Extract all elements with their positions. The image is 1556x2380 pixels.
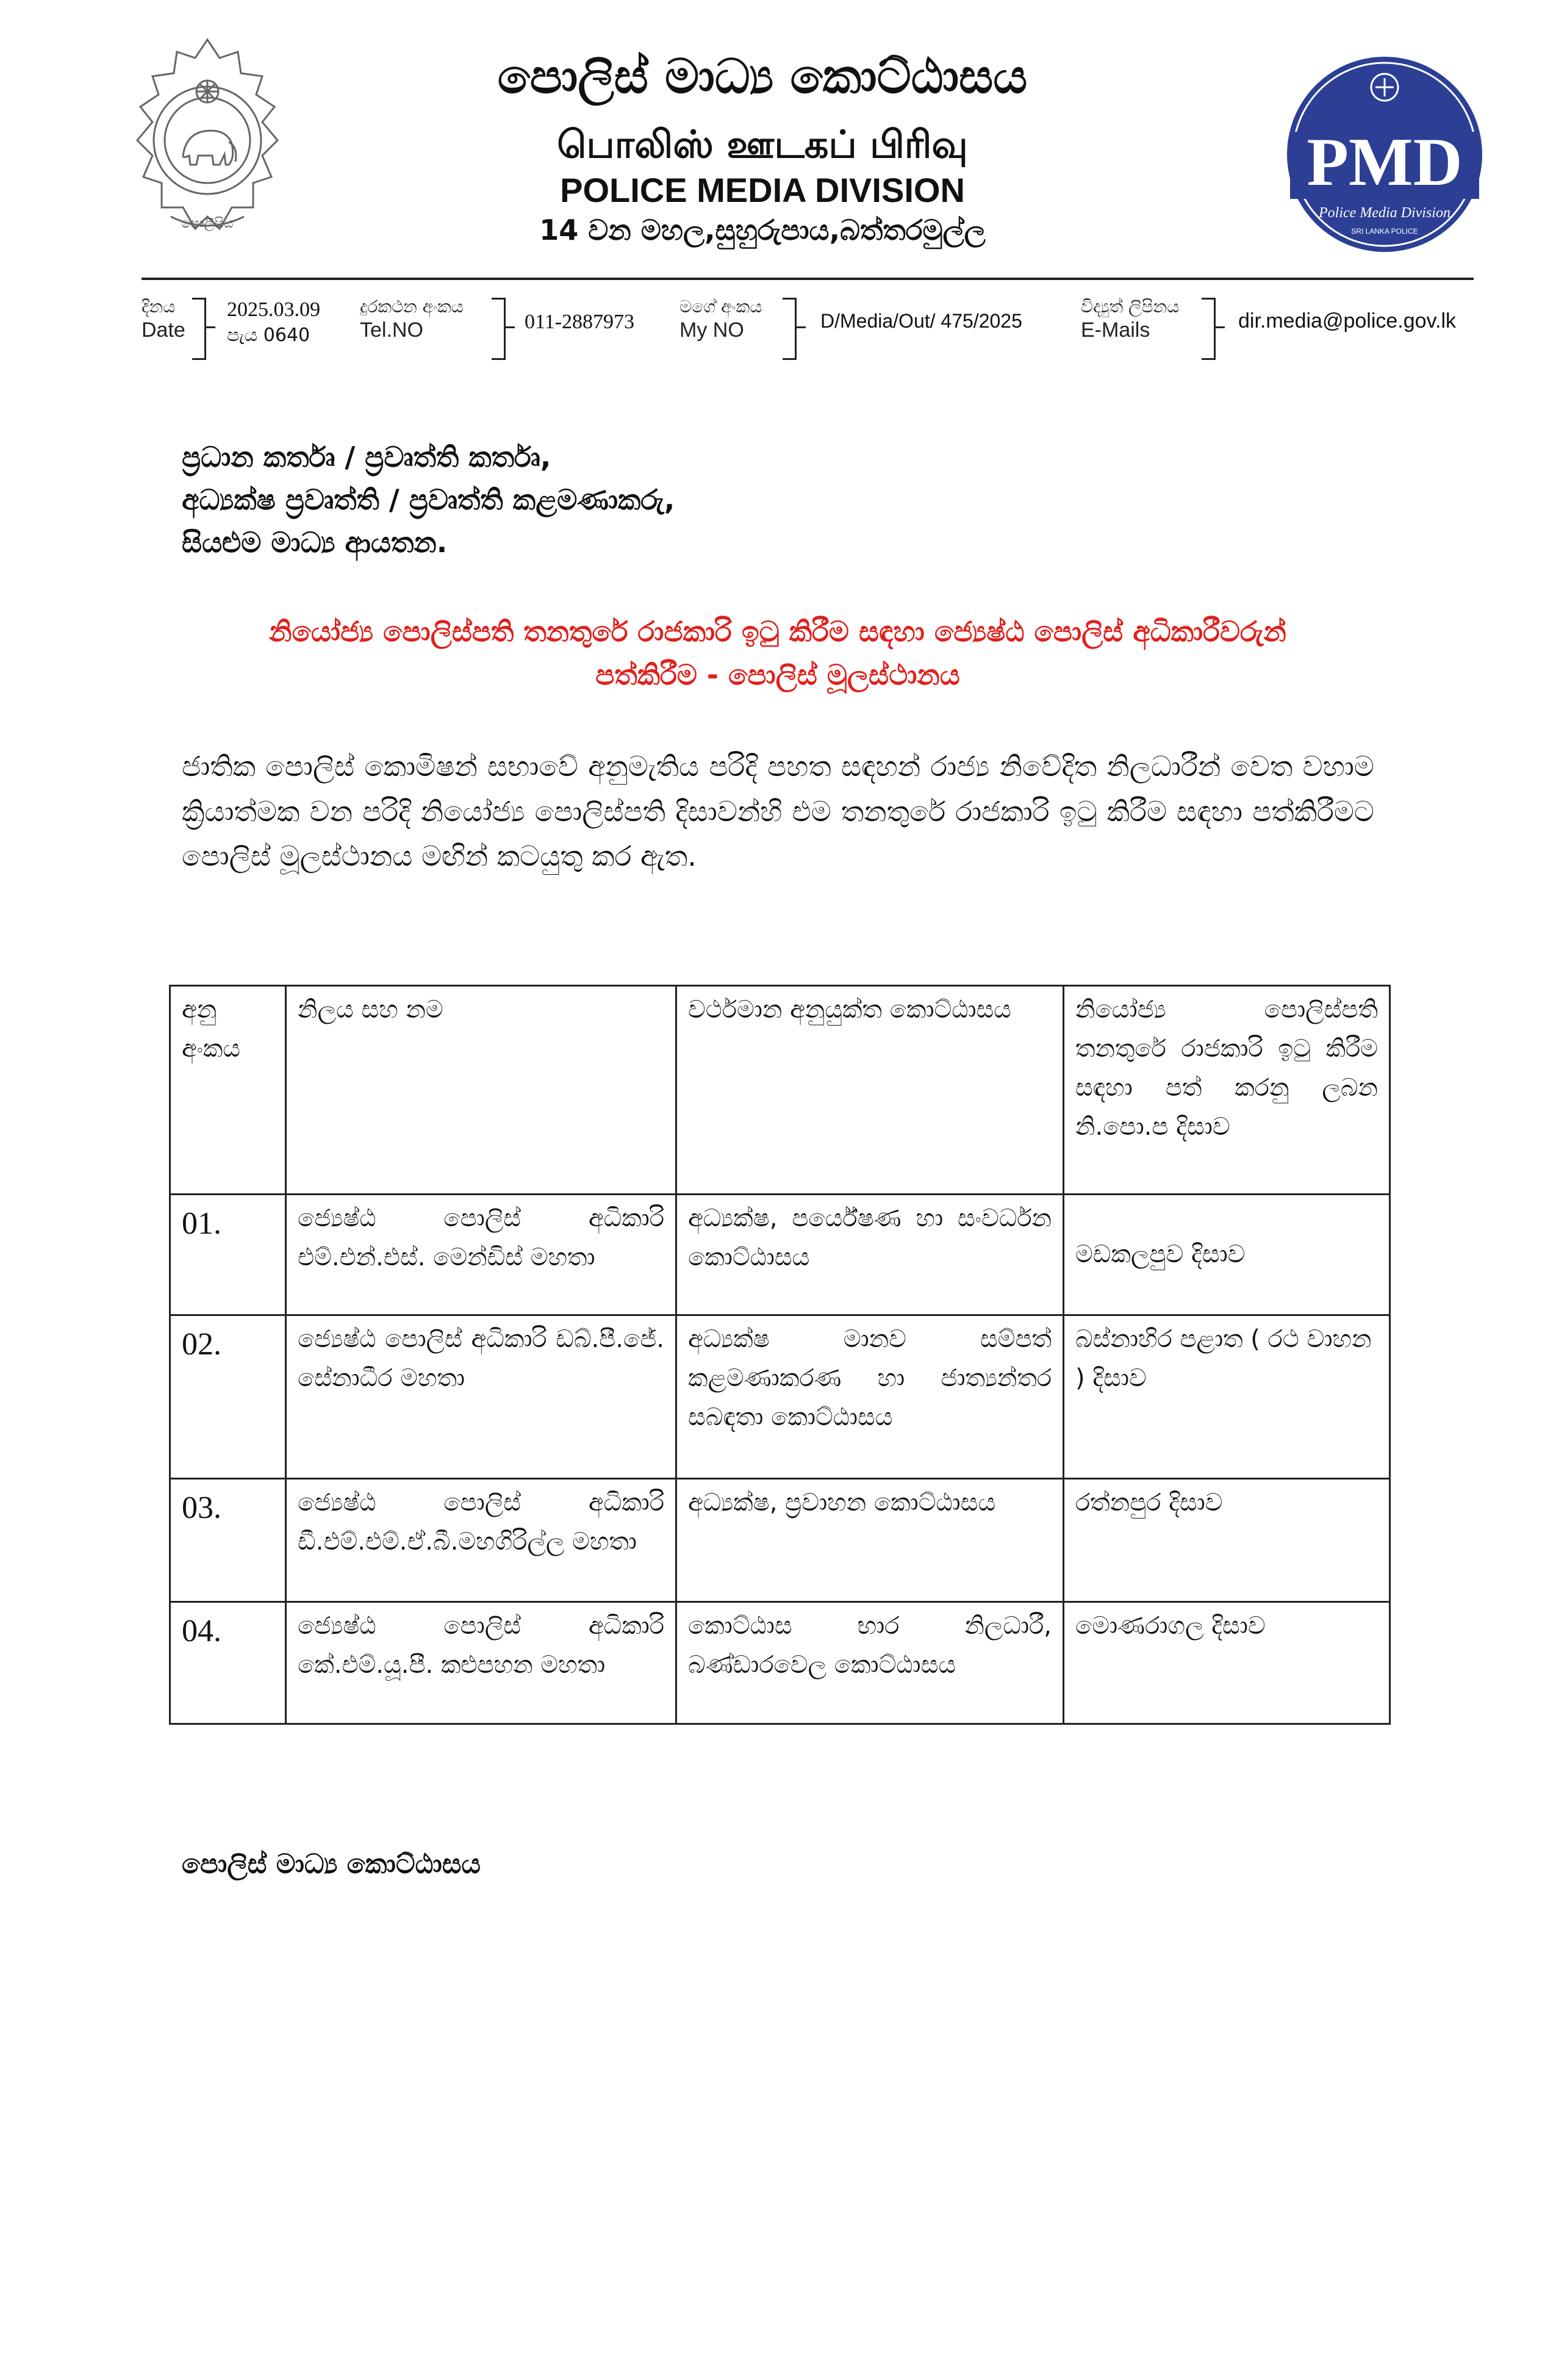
row-current-division: අධ්‍යක්ෂ, ප්‍රවාහන කොට්ඨාසය: [676, 1479, 1064, 1602]
row-dig-range: බස්නාහිර පළාත ( රථ වාහන ) දිසාව: [1064, 1315, 1390, 1479]
row-dig-range: මොණරාගල දිසාව: [1064, 1602, 1390, 1724]
row-current-division: අධ්‍යක්ෂ, පර්යේෂණ හා සංවර්ධන කොට්ඨාසය: [676, 1195, 1064, 1315]
table-row: [170, 1315, 1390, 1479]
tel-bracket: [492, 298, 506, 360]
header-title-sinhala: පොලිස් මාධ්‍ය කොට්ඨාසය: [497, 49, 1028, 104]
email-bracket: [1202, 298, 1216, 360]
table-row: [170, 1195, 1390, 1315]
date-bracket: [192, 298, 206, 360]
signature-division: පොලිස් මාධ්‍ය කොට්ඨාසය: [182, 1849, 481, 1880]
row-current-division: අධ්‍යක්ෂ මානව සම්පත් කළමණාකරණ හා ජාත්‍යන්තර සබඳතා කොට්ඨාසය: [676, 1315, 1064, 1479]
tel-label: දුරකථන අංකය Tel.NO: [360, 297, 464, 342]
email-label: විද්‍යුත් ලිපිනය E-Mails: [1081, 297, 1180, 342]
row-serial-no: 04.: [170, 1602, 286, 1724]
row-name: ජ්‍යෙෂ්ඨ පොලිස් අධිකාරි එම්.එන්.එස්. මෙන්ඩිස් මහතා: [286, 1195, 676, 1315]
appointments-table: [169, 985, 1391, 1725]
my-no-value: D/Media/Out/ 475/2025: [820, 310, 1022, 332]
subject-heading: නියෝජ්‍ය පොලිස්පති තනතුරේ රාජකාරි ඉටු කිරීම සඳහා ජ්‍යෙෂ්ඨ පොලිස් අධිකාරීවරුන් පත්කිරීම - පොලිස් මූලස්ථානය: [269, 615, 1286, 692]
svg-text:SRI LANKA POLICE: SRI LANKA POLICE: [1351, 227, 1418, 235]
pmd-logo-text: PMD: [1307, 124, 1463, 200]
my-no-label: මගේ අංකය My NO: [679, 297, 762, 342]
header-title-english: POLICE MEDIA DIVISION: [560, 171, 965, 209]
row-name: ජ්‍යෙෂ්ඨ පොලිස් අධිකාරි ඩී.එම්.එම්.ඒ.බී.මහගිරිල්ල මහතා: [286, 1479, 676, 1602]
header-title-tamil: பொலிஸ் ஊடகப் பிரிவு: [557, 122, 968, 167]
email-value: dir.media@police.gov.lk: [1238, 309, 1457, 333]
pmd-logo: [1284, 54, 1485, 255]
police-emblem-logo: [128, 34, 287, 247]
tel-value: 011-2887973: [525, 311, 635, 333]
my-no-bracket: [783, 298, 797, 360]
row-name: ජ්‍යෙෂ්ඨ පොලිස් අධිකාරි ඩබ්.පී.ජේ. සේනාධීර මහතා: [286, 1315, 676, 1479]
header-rank-name: නිලය සහ නම: [286, 986, 676, 1195]
addressee-line-3: සියළුම මාධ්‍ය ආයතන.: [182, 526, 448, 559]
table-row: [170, 1602, 1390, 1724]
table-row: [170, 1479, 1390, 1602]
row-dig-range: රත්නපුර දිසාව: [1064, 1479, 1390, 1602]
row-serial-no: 03.: [170, 1479, 286, 1602]
row-serial-no: 02.: [170, 1315, 286, 1479]
emblem-text: පොලීසිය: [181, 216, 234, 231]
row-dig-range: මඩකලපුව දිසාව: [1064, 1195, 1390, 1315]
addressee-line-1: ප්‍රධාන කර්තෘ / ප්‍රවෘත්ති කර්තෘ,: [182, 440, 551, 473]
date-value: 2025.03.09 පැය 0640: [227, 298, 320, 347]
header-address: 14 වන මහල,සුහුරුපාය,බත්තරමුල්ල: [539, 214, 986, 246]
row-current-division: කොට්ඨාස භාර නිලධාරී, බණ්ඩාරවෙල කොට්ඨාසය: [676, 1602, 1064, 1724]
row-name: ජ්‍යෙෂ්ඨ පොලිස් අධිකාරි කේ.එම්.යූ.පී. කළුපහන මහතා: [286, 1602, 676, 1724]
header-current-division: වර්ථමාන අනුයුක්ත කොට්ඨාසය: [676, 986, 1064, 1195]
header-serial-no: අනු අංකය: [170, 986, 286, 1195]
addressee-line-2: අධ්‍යක්ෂ ප්‍රවෘත්ති / ප්‍රවෘත්ති කළමණාකරු,: [182, 483, 675, 516]
row-serial-no: 01.: [170, 1195, 286, 1315]
header-divider: [142, 278, 1474, 280]
table-header-row: [170, 986, 1390, 1195]
header-dig-range: නියෝජ්‍ය පොලිස්පති තනතුරේ රාජකාරි ඉටු කිරීම සඳහා පත් කරනු ලබන නි.පො.ප දිසාව: [1064, 986, 1390, 1195]
svg-text:Police Media Division: Police Media Division: [1319, 205, 1450, 221]
body-paragraph: ජාතික පොලිස් කොමිෂන් සභාවේ අනුමැතිය පරිදි පහත සඳහන් රාජ්‍ය නිවේදිත නිලධාරීන් වෙත වහාම ක්‍රියාත්මක වන පරිදි නියෝජ්‍ය පොලිස්පති දිසාවන්හි එම තනතුරේ රාජකාරි ඉටු කිරීම සඳහා පත්කිරීමට පොලිස් මූලස්ථානය මඟින් කටයුතු කර ඇත.: [182, 750, 1374, 873]
date-label: දිනය Date: [142, 297, 185, 342]
